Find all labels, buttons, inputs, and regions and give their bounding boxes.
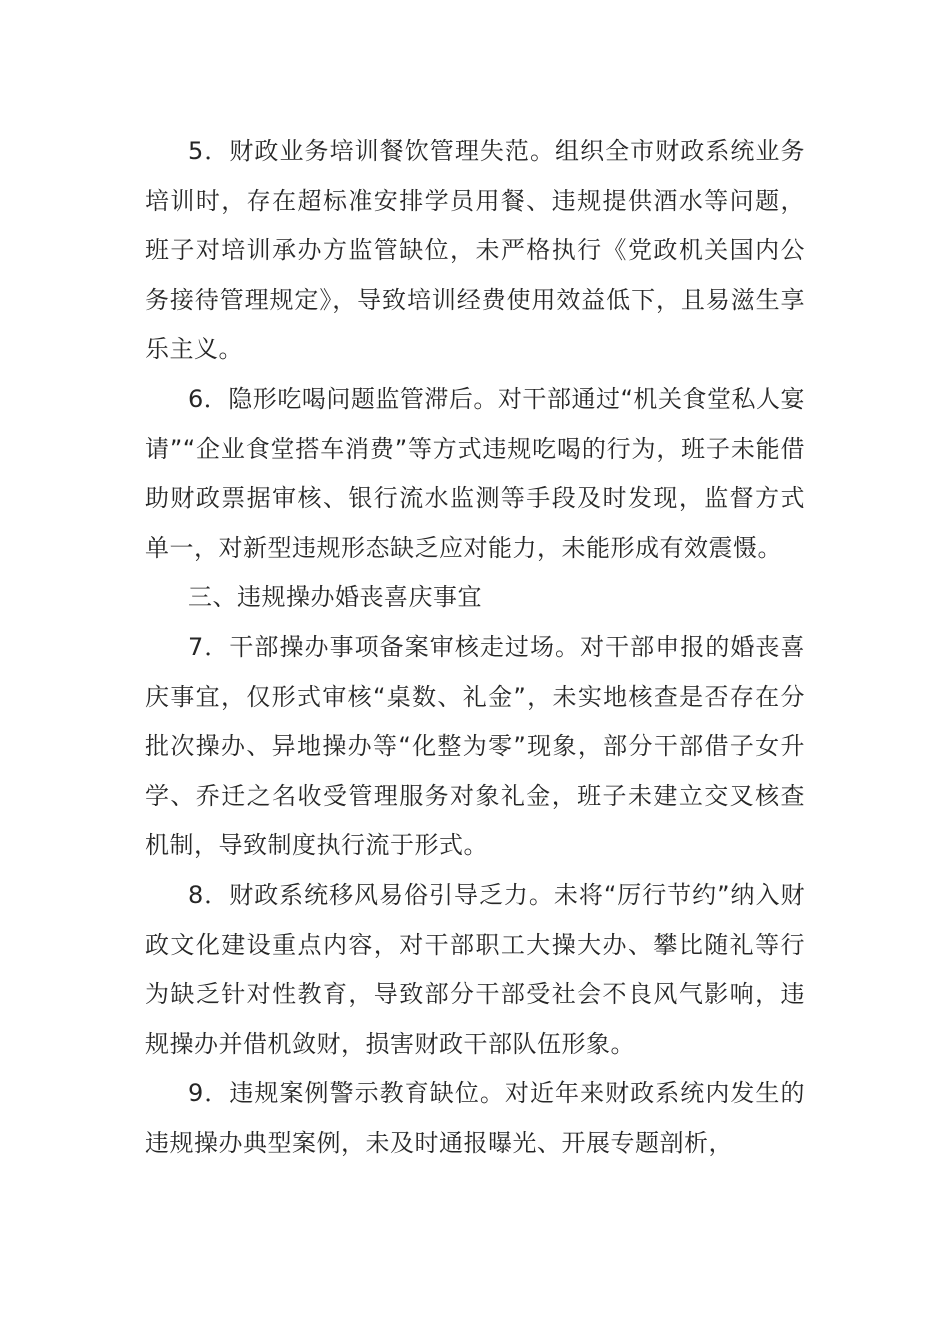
section-heading: 三、违规操办婚丧喜庆事宜	[188, 583, 482, 612]
document-body	[145, 127, 805, 1168]
paragraph-item-6: 6．隐形吃喝问题监管滞后。对干部通过“机关食堂私人宴请”“企业食堂搭车消费”等方式违规吃喝的行为，班子未能借助财政票据审核、银行流水监测等手段及时发现，监督方式单一，对新型违规形态缺乏应对能力，未能形成有效震慑。	[145, 384, 805, 562]
paragraph-item-5: 5．财政业务培训餐饮管理失范。组织全市财政系统业务培训时，存在超标准安排学员用餐、违规提供酒水等问题，班子对培训承办方监管缺位，未严格执行《党政机关国内公务接待管理规定》，导致培训经费使用效益低下，且易滋生享乐主义。	[145, 137, 805, 364]
paragraph-item-9: 9．违规案例警示教育缺位。对近年来财政系统内发生的违规操办典型案例，未及时通报曝光、开展专题剖析，	[145, 1079, 805, 1157]
paragraph-item-7: 7．干部操办事项备案审核走过场。对干部申报的婚丧喜庆事宜，仅形式审核“桌数、礼金”，未实地核查是否存在分批次操办、异地操办等“化整为零”现象，部分干部借子女升学、乔迁之名收受管理服务对象礼金，班子未建立交叉核查机制，导致制度执行流于形式。	[145, 632, 805, 860]
paragraph-item-8: 8．财政系统移风易俗引导乏力。未将“厉行节约”纳入财政文化建设重点内容，对干部职工大操大办、攀比随礼等行为缺乏针对性教育，导致部分干部受社会不良风气影响，违规操办并借机敛财，损害财政干部队伍形象。	[145, 880, 805, 1058]
